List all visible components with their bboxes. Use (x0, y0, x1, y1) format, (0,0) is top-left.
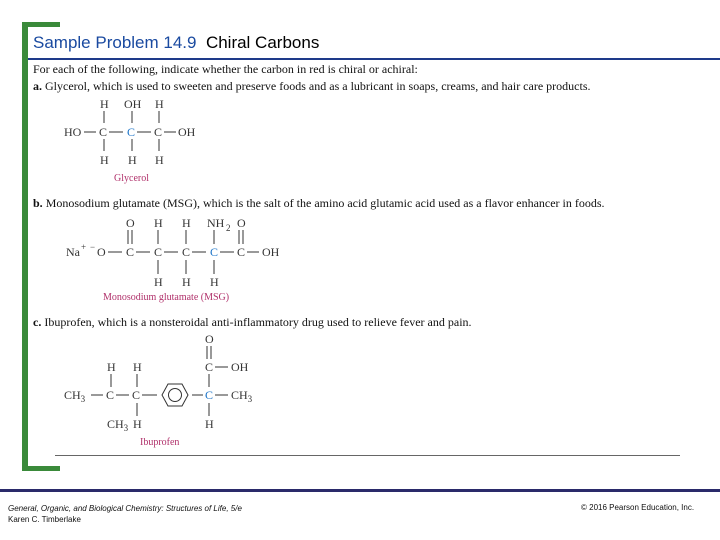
ibuprofen-ch3-right: $CH_3$ (231, 388, 253, 404)
glycerol-bottom-h1: H (100, 153, 109, 167)
footer-author: Karen C. Timberlake (8, 515, 81, 524)
glycerol-top-h1: H (100, 97, 109, 111)
green-bracket-vertical (22, 22, 28, 470)
footer-bar (0, 489, 720, 492)
ibuprofen-caption: Ibuprofen (140, 437, 180, 448)
msg-c2: C (154, 245, 163, 259)
glycerol-top-oh: OH (124, 97, 142, 111)
ibuprofen-c-chiral: C (205, 388, 214, 402)
msg-c5: C (237, 245, 246, 259)
title-underline (28, 58, 720, 60)
title-number: Sample Problem 14.9 (33, 33, 197, 52)
green-bracket-top (22, 22, 60, 27)
msg-na-plus: + (81, 242, 87, 252)
glycerol-top-h3: H (155, 97, 164, 111)
footer-citation (8, 503, 242, 525)
intro-text: For each of the following, indicate whether the carbon in red is chiral or achiral: (33, 62, 418, 76)
slide-title (33, 33, 319, 53)
glycerol-oh: OH (178, 125, 196, 139)
glycerol-bottom-h2: H (128, 153, 137, 167)
part-a-letter: a. (33, 79, 42, 93)
msg-top-o2: O (237, 216, 246, 230)
msg-top-nh: NH (207, 216, 225, 230)
msg-c3: C (182, 245, 191, 259)
msg-na: Na (66, 245, 80, 259)
ibuprofen-oh: OH (231, 360, 249, 374)
msg-o-minus: − (90, 242, 96, 252)
glycerol-structure (60, 96, 220, 175)
ibuprofen-structure (62, 331, 282, 445)
msg-o: O (97, 245, 106, 259)
msg-top-h1: H (154, 216, 163, 230)
msg-top-h2: H (182, 216, 191, 230)
part-b-text (33, 196, 605, 211)
msg-c4-chiral: C (210, 245, 219, 259)
part-b-letter: b. (33, 196, 43, 210)
part-b-description: Monosodium glutamate (MSG), which is the salt of the amino acid glutamic acid used as a flavor enhancer in foods. (45, 196, 605, 210)
ibuprofen-top-h1: H (107, 360, 116, 374)
msg-caption: Monosodium glutamate (MSG) (103, 292, 230, 303)
part-c-description: Ibuprofen, which is a nonsteroidal anti-inflammatory drug used to relieve fever and pain. (44, 315, 472, 329)
footer-book: General, Organic, and Biological Chemistry: Structures of Life, 5/e (8, 504, 242, 513)
msg-oh: OH (262, 245, 280, 259)
ibuprofen-ch3-bottom: $CH_3$ (107, 417, 129, 433)
part-c-text (33, 315, 472, 330)
part-c-letter: c. (33, 315, 42, 329)
msg-structure (62, 214, 302, 296)
msg-top-o1: O (126, 216, 135, 230)
ibuprofen-ch3-left: $CH_3$ (64, 388, 86, 404)
glycerol-bottom-h3: H (155, 153, 164, 167)
glycerol-c1: C (99, 125, 108, 139)
ibuprofen-c-b: C (132, 388, 141, 402)
part-a-text (33, 79, 590, 94)
glycerol-c3: C (154, 125, 163, 139)
ibuprofen-bottom-h-mid: H (133, 417, 142, 431)
ibuprofen-top-o: O (205, 332, 214, 346)
green-bracket-bottom (22, 466, 60, 471)
ibuprofen-c-a: C (106, 388, 115, 402)
msg-c1: C (126, 245, 135, 259)
content-bottom-rule (55, 455, 680, 456)
glycerol-c2-chiral: C (127, 125, 136, 139)
msg-bottom-h3: H (210, 275, 219, 289)
ibuprofen-bottom-h-right: H (205, 417, 214, 431)
benzene-ring (162, 384, 188, 406)
ibuprofen-top-h2: H (133, 360, 142, 374)
glycerol-caption: Glycerol (114, 173, 149, 184)
msg-bottom-h2: H (182, 275, 191, 289)
part-a-description: Glycerol, which is used to sweeten and preserve foods and as a lubricant in soaps, creams, and hair care products. (45, 79, 591, 93)
glycerol-ho: HO (64, 125, 82, 139)
ibuprofen-cooh-c: C (205, 360, 214, 374)
msg-top-nh-sub: 2 (226, 223, 231, 233)
msg-bottom-h1: H (154, 275, 163, 289)
footer-copyright: © 2016 Pearson Education, Inc. (581, 503, 695, 512)
title-topic-text: Chiral Carbons (205, 33, 320, 52)
